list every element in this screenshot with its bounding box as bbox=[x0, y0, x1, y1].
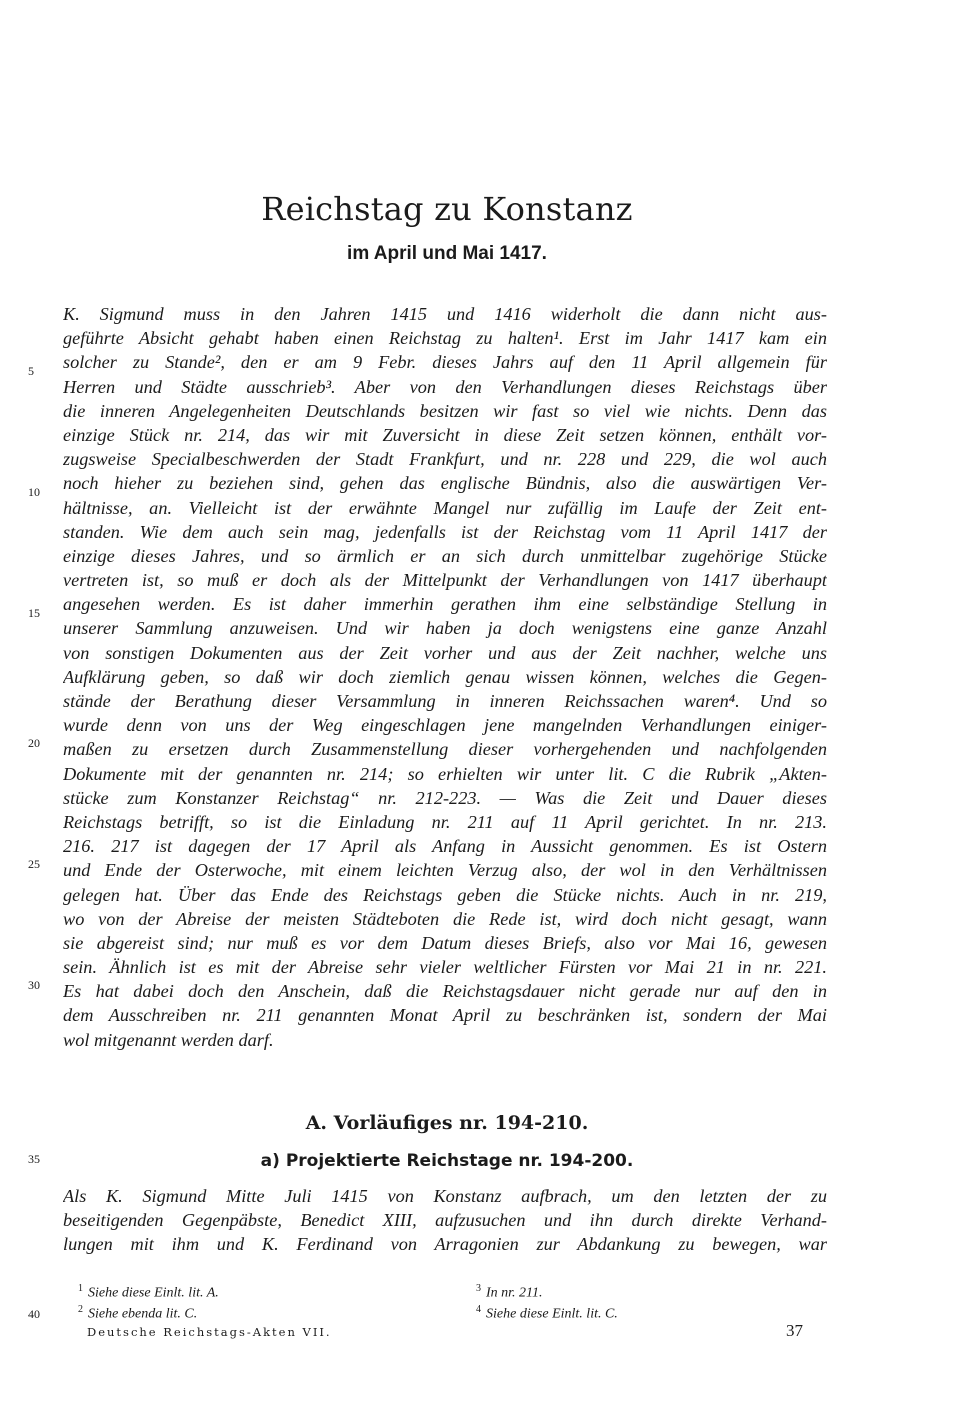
text-line: maßen zu ersetzen durch Zusammenstellung dieser vorhergehenden und nachfolgenden bbox=[63, 739, 827, 760]
subsection-heading: a) Projektierte Reichstage nr. 194-200. bbox=[260, 1151, 634, 1171]
text-line: sein. Ähnlich ist es mit der Abreise sehr vieler weltlicher Fürsten vor Mai 21 in nr. 221. bbox=[63, 957, 827, 978]
text-line: zugsweise Specialbeschwerden der Stadt Frankfurt, und nr. 228 und 229, die wol auch bbox=[63, 449, 827, 470]
text-line: unserer Sammlung anzuweisen. Und wir haben ja doch wenigstens eine ganze Anzahl bbox=[63, 618, 827, 639]
text-line: angesehen werden. Es ist daher immerhin gerathen ihm eine selbständige Stellung in bbox=[63, 594, 827, 615]
text-line: wol mitgenannt werden darf. bbox=[63, 1029, 274, 1050]
text-line: stücke zum Konstanzer Reichstag“ nr. 212-223. — Was die Zeit und Dauer dieses bbox=[63, 787, 827, 808]
text-line: hältnisse, an. Vielleicht ist der erwähnte Mangel nur zufällig im Laufe der Zeit ent- bbox=[63, 497, 827, 518]
line-number: 35 bbox=[28, 1152, 40, 1166]
text-line: stände der Berathung dieser Versammlung in inneren Reichssachen waren⁴. Und so bbox=[63, 691, 827, 711]
text-line: Aufklärung geben, so daß wir doch ziemlich genau wissen können, welches die Gegen- bbox=[63, 666, 827, 687]
text-line: die inneren Angelegenheiten Deutschlands besitzen wir fast so viel wie nichts. Denn das bbox=[63, 400, 827, 421]
section-text bbox=[63, 1184, 827, 1257]
line-number: 5 bbox=[28, 364, 34, 378]
text-line: K. Sigmund muss in den Jahren 1415 und 1416 widerholt die dann nicht aus- bbox=[63, 304, 827, 324]
text-line: Es hat dabei doch den Anschein, daß die Reichstagsdauer nicht gerade nur auf den in bbox=[63, 981, 827, 1002]
text-line: lungen mit ihm und K. Ferdinand von Arragonien zur Abdankung zu bewegen, war bbox=[63, 1234, 827, 1255]
text-line: Als K. Sigmund Mitte Juli 1415 von Konstanz aufbrach, um den letzten der zu bbox=[63, 1186, 827, 1206]
line-number: 15 bbox=[28, 606, 40, 620]
text-line: 216. 217 ist dagegen der 17 April als Anfang in Aussicht genommen. Es ist Ostern bbox=[63, 836, 827, 857]
text-line: von sonstigen Dokumenten aus der Zeit vorher und aus der Zeit nachher, welche uns bbox=[63, 642, 827, 663]
text-line: Reichstags betrifft, so ist die Einladung nr. 211 auf 11 April gerichtet. In nr. 213. bbox=[63, 811, 827, 832]
text-line: einzige Stück nr. 214, das wir mit Zuversicht in diese Zeit setzen können, enthält vor- bbox=[63, 424, 827, 445]
line-number: 30 bbox=[28, 978, 40, 992]
page-number: 37 bbox=[786, 1321, 803, 1340]
text-line: gelegen hat. Über das Ende des Reichstags geben die Stücke nichts. Auch in nr. 219, bbox=[63, 884, 827, 905]
text-line: Dokumente mit der genannten nr. 214; so erhielten wir unter lit. C die Rubrik „Akten- bbox=[63, 763, 827, 784]
section-heading: A. Vorläufiges nr. 194-210. bbox=[305, 1112, 589, 1134]
text-line: standen. Wie dem auch sein mag, jedenfalls ist der Reichstag vom 11 April 1417 der bbox=[63, 521, 827, 542]
text-line: wo von der Abreise der meisten Städteboten die Rede ist, wird doch nicht gesagt, wann bbox=[63, 908, 827, 929]
text-line: noch hieher zu beziehen sind, gehen das englische Bündnis, also die auswärtigen Ver- bbox=[63, 473, 827, 494]
text-line: beseitigenden Gegenpäbste, Benedict XIII, aufzusuchen und ihn durch direkte Verhand- bbox=[63, 1210, 827, 1231]
footnote: $^1$ Siehe diese Einlt. lit. A. bbox=[78, 1283, 219, 1301]
text-line: geführte Absicht gehabt haben einen Reichstag zu halten¹. Erst im Jahr 1417 kam ein bbox=[63, 328, 827, 349]
series-title: Deutsche Reichstags-Akten VII. bbox=[87, 1325, 332, 1339]
text-line: sie abgereist sind; nur muß es vor dem Datum dieses Briefs, also vor Mai 16, gewesen bbox=[63, 932, 827, 953]
line-number: 10 bbox=[28, 485, 40, 499]
line-number: 40 bbox=[28, 1307, 40, 1321]
footnote: $^2$ Siehe ebenda lit. C. bbox=[78, 1304, 198, 1322]
text-line: wurde denn von uns der Weg eingeschlagen jene mangelnden Verhandlungen einiger- bbox=[63, 715, 827, 736]
footnote: $^4$ Siehe diese Einlt. lit. C. bbox=[476, 1304, 618, 1322]
text-line: solcher zu Stande², den er am 9 Febr. dieses Jahrs auf den 11 April allgemein für bbox=[63, 352, 827, 373]
text-line: einzige dieses Jahres, und so ärmlich er an sich durch unmittelbar zugehörige Stücke bbox=[63, 545, 827, 566]
text-line: Herren und Städte ausschrieb³. Aber von den Verhandlungen dieses Reichstags über bbox=[63, 376, 827, 397]
line-number: 20 bbox=[28, 736, 40, 750]
footnote: $^3$ In nr. 211. bbox=[476, 1283, 543, 1301]
text-line: und Ende der Osterwoche, mit einem leichten Verzug also, der wol in den Verhältnissen bbox=[63, 860, 827, 881]
page-title: Reichstag zu Konstanz bbox=[261, 190, 633, 228]
text-line: dem Ausschreiben nr. 211 genannten Monat April zu beschränken ist, sondern der Mai bbox=[63, 1005, 827, 1026]
text-line: vertreten ist, so muß er doch als der Mittelpunkt der Verhandlungen von 1417 überhaupt bbox=[63, 570, 827, 591]
line-number: 25 bbox=[28, 857, 40, 871]
page-subtitle: im April und Mai 1417. bbox=[347, 243, 547, 264]
introduction-text bbox=[63, 302, 827, 1052]
